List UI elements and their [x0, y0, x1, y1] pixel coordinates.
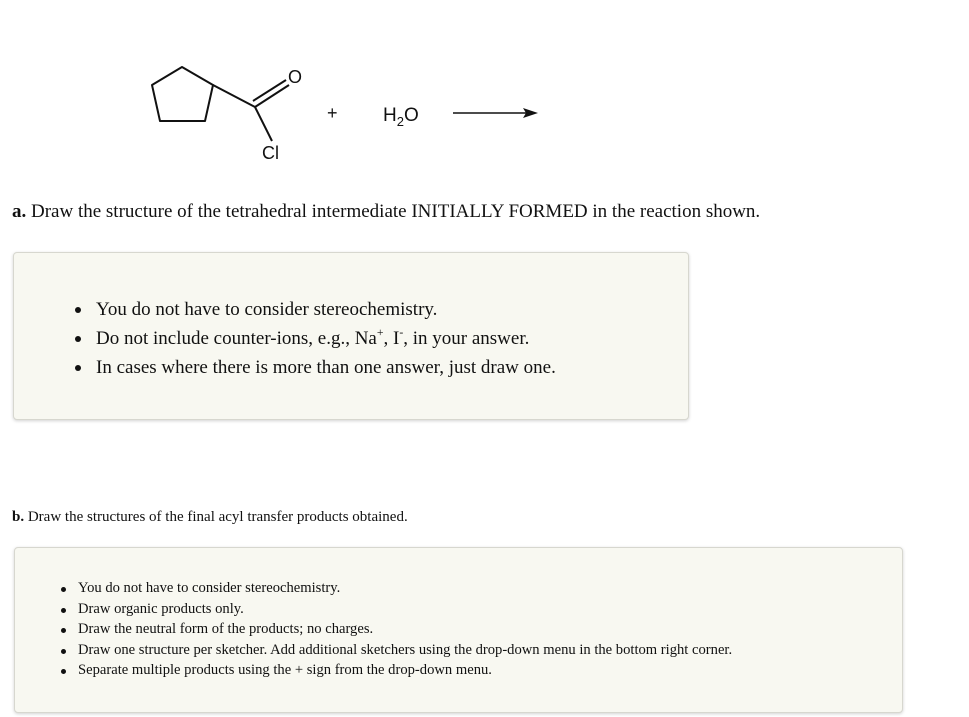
sodium-charge: + [376, 325, 384, 339]
water-h: H [383, 105, 397, 126]
ring-to-carbonyl-bond [213, 85, 255, 107]
oxygen-atom-label: O [288, 67, 303, 87]
list-item: Draw organic products only. [65, 599, 732, 620]
plus-sign: + [327, 103, 338, 123]
question-a-label: a. [12, 201, 27, 222]
counter-ion-text-start: Do not include counter-ions, e.g., Na [96, 328, 377, 349]
instructions-list-b [65, 578, 732, 681]
instructions-box-b [14, 547, 903, 713]
list-item: In cases where there is more than one answer, just draw one. [80, 353, 556, 382]
instructions-box-a [13, 252, 689, 420]
list-item: You do not have to consider stereochemistry. [65, 578, 732, 599]
list-item: You do not have to consider stereochemistry. [80, 295, 556, 324]
question-b [12, 509, 408, 526]
water-o: O [403, 105, 419, 126]
reaction-drawing [140, 55, 560, 175]
water-subscript: 2 [396, 114, 404, 129]
question-a [12, 201, 760, 223]
cyclopentane-ring [152, 67, 213, 121]
chlorine-atom-label: Cl [262, 143, 279, 163]
question-a-text: Draw the structure of the tetrahedral intermediate INITIALLY FORMED in the reaction shown. [31, 201, 761, 222]
list-item: Draw the neutral form of the products; no charges. [65, 619, 732, 640]
iodide-text: , I [383, 328, 400, 349]
question-b-label: b. [12, 509, 25, 525]
instructions-list-a [80, 295, 556, 382]
reaction-scheme [140, 55, 560, 175]
list-item: Separate multiple products using the + sign from the drop-down menu. [65, 660, 732, 681]
iodide-charge: - [399, 325, 404, 339]
list-item [80, 324, 556, 353]
list-item: Draw one structure per sketcher. Add additional sketchers using the drop-down menu in the bottom right corner. [65, 640, 732, 661]
carbon-chlorine-bond [255, 107, 272, 141]
question-b-text: Draw the structures of the final acyl transfer products obtained. [27, 509, 408, 525]
water-formula [383, 105, 419, 129]
counter-ion-text-end: , in your answer. [403, 328, 530, 349]
